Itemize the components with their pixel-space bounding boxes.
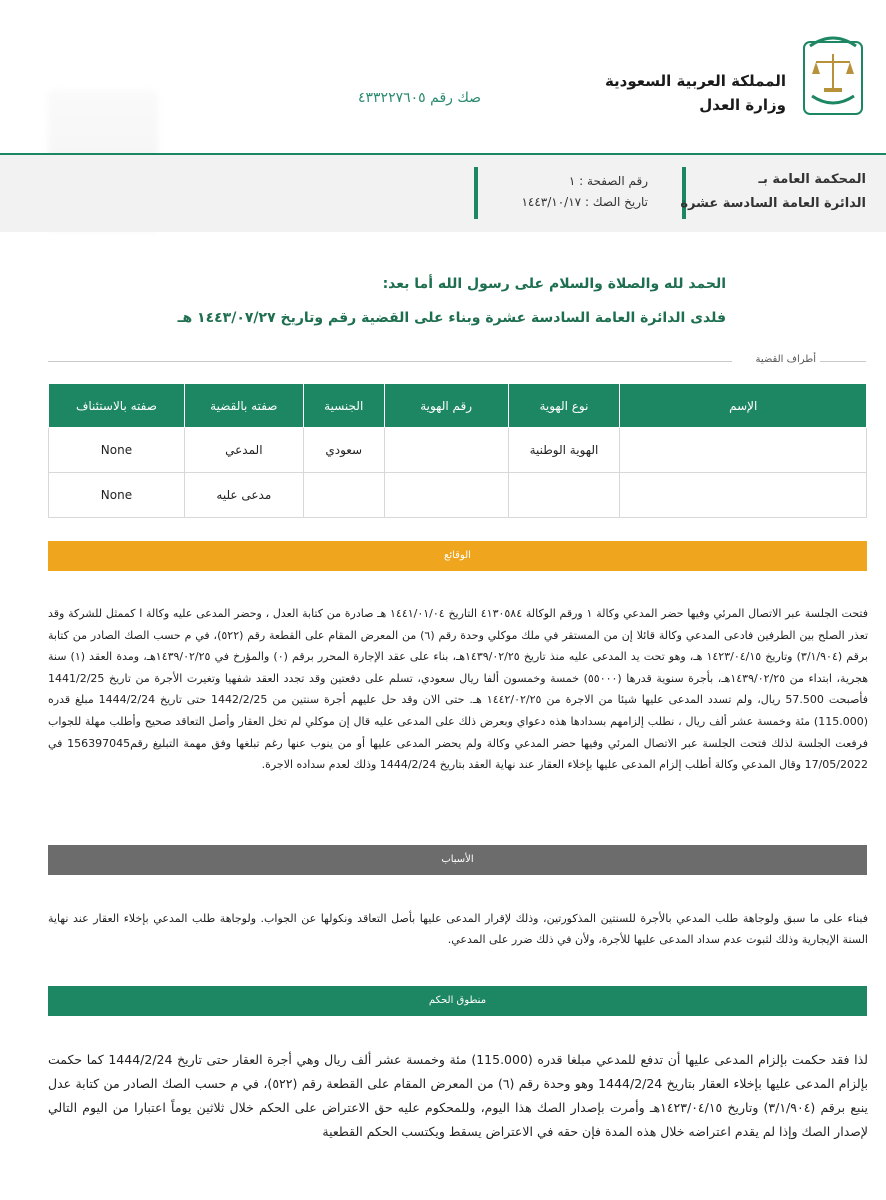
table-cell: None: [49, 473, 185, 518]
deed-date: تاريخ الصك : ١٤٤٣/١٠/١٧: [521, 195, 648, 209]
column-header: صفته بالقضية: [184, 384, 303, 428]
court-info-accent: [682, 167, 686, 219]
facts-text: فتحت الجلسة عبر الاتصال المرئي وفيها حضر المدعي وكالة ١ ورقم الوكالة ٤١٣٠٥٨٤ التاريخ ١٤٤١/٠١/٠٤ هـ صادرة من كتابة العدل ، وحضر المدعى عليه وكالة ا كممثل للشركة وقد تعذر الصلح بين الطرفين فادعى المدعي وكالة قائلا إن من المستقر في ملك موكلي وحدة رقم (٦) من المعرض المقام على القطعة رقم (٥٢٢)، في م حسب الصك الصادر من كتابة برقم (٣/١/٩٠٤) وتاريخ ١٤٢٣/٠٤/١٥ هـ، وهو تحت يد المدعى عليه منذ تاريخ ١٤٣٩/٠٢/٢٥هـ، بناء على عقد الإجارة المحرر برقم (٠) والمؤرخ في ١٤٣٩/٠٢/٢٥هـ، ومدة العقد (١) سنة هجرية، ابتداء من ١٤٣٩/٠٢/٢٥هـ، بأجرة سنوية قدرها (٥٥٠٠٠) خمسة وخمسون ألفا ريال سعودي، تسلم على دفعتين وقد تجدد العقد شفهيا وتغيرت الأجرة من تاريخ 1441/2/25 فأصبحت 57.500 ريال، ولم تسدد المدعى عليها شيئا من الاجرة من ١٤٤٢/٠٢/٢٥ هـ. حتى الان وقد حل عليهم أجرة سنتين من 1442/2/25 حتى تاريخ 1444/2/24 مبلغ قدره (115.000) مئة وخمسة عشر ألف ريال ، نطلب إلزامهم بسدادها هذه دعواي وبعرض ذلك على المدعى عليه قال إن موكلي لم تخل العقار وأصل التعاقد صحيح وأطلب مهلة للجواب فرفعت الجلسة لذلك فتحت الجلسة عبر الاتصال المرئي وفيها حضر المدعي وكالة ولم يحضر المدعى عليها أو من ينوب عنها رغم تبلغها وفق مهمة التبليغ رقم156397045 في 17/05/2022 وقال المدعي وكالة أطلب إلزام المدعى عليها بإخلاء العقار عند نهاية العقد بتاريخ 1444/2/24 وذلك لعدم سداده الاجرة.: [48, 607, 869, 772]
table-cell: [384, 428, 508, 473]
table-cell: [508, 473, 620, 518]
reasons-text: فبناء على ما سبق ولوجاهة طلب المدعي بالأجرة للسنتين المذكورتين، وذلك لإقرار المدعى عليها بأصل التعاقد ونكولها عن الجواب. ولوجاهة طلب المدعي بإخلاء العقار عند نهاية السنة الإيجارية وذلك لثبوت عدم سداد المدعى عليها للأجرة، ولأن في ذلك ضرر على المدعي.: [48, 912, 868, 946]
reasons-heading: الأسباب: [48, 845, 867, 875]
table-cell: [303, 473, 384, 518]
column-header: رقم الهوية: [384, 384, 508, 428]
column-header: الجنسية: [303, 384, 384, 428]
table-cell: [620, 428, 867, 473]
parties-caption: أطراف القضية: [755, 354, 816, 365]
court-name: المحكمة العامة بـ: [758, 172, 866, 187]
case-preface: فلدى الدائرة العامة السادسة عشرة وبناء على القضية رقم وتاريخ ١٤٤٣/٠٧/٢٧ هـ: [177, 310, 726, 326]
parties-caption-rule: [48, 361, 732, 362]
document-header: [0, 0, 886, 232]
table-cell: مدعى عليه: [184, 473, 303, 518]
table-cell: [384, 473, 508, 518]
ministry-of-justice-emblem-icon: [802, 30, 864, 116]
column-header: الإسم: [620, 384, 867, 428]
opening-praise: الحمد لله والصلاة والسلام على رسول الله أما بعد:: [382, 276, 726, 292]
verdict-heading: منطوق الحكم: [48, 986, 867, 1016]
court-department: الدائرة العامة السادسة عشرة: [680, 196, 866, 211]
country-name: المملكة العربية السعودية: [604, 72, 786, 90]
parties-caption-rule-end: [820, 361, 866, 362]
table-header-row: [49, 384, 867, 428]
deed-number: صك رقم ٤٣٣٢٢٧٦٠٥: [358, 90, 482, 106]
table-row: [49, 428, 867, 473]
ministry-name: وزارة العدل: [699, 96, 786, 114]
facts-heading: الوقائع: [48, 541, 867, 571]
table-cell: سعودي: [303, 428, 384, 473]
table-row: [49, 473, 867, 518]
table-cell: الهوية الوطنية: [508, 428, 620, 473]
court-info-bar: [0, 155, 886, 232]
deed-info-accent: [474, 167, 478, 219]
column-header: صفته بالاستئناف: [49, 384, 185, 428]
table-cell: None: [49, 428, 185, 473]
table-cell: [620, 473, 867, 518]
column-header: نوع الهوية: [508, 384, 620, 428]
parties-table: [48, 383, 867, 518]
page-number: رقم الصفحة : ١: [568, 174, 648, 188]
table-cell: المدعي: [184, 428, 303, 473]
verdict-text: لذا فقد حكمت بإلزام المدعى عليها أن تدفع للمدعي مبلغا قدره (115.000) مئة وخمسة عشر ألف ريال وهي أجرة العقار حتى تاريخ 1444/2/24 كما حكمت بإلزام المدعى عليها بإخلاء العقار بتاريخ 1444/2/24 وهو وحدة رقم (٦) من المعرض المقام على القطعة رقم (٥٢٢)، في م حسب الصك الصادر من كتابة عدل ينبع برقم (٣/١/٩٠٤) وتاريخ ١٤٢٣/٠٤/١٥هـ وأمرت بإصدار الصك هذا اليوم، وللمحكوم عليه حق الاعتراض على الحكم خلال ثلاثين يوماً اعتبارا من اليوم التالي لإصدار الصك وإذا لم يقدم اعتراضه خلال هذه المدة فإن حقه في الاعتراض يسقط ويكتسب الحكم القطعية: [48, 1052, 869, 1139]
